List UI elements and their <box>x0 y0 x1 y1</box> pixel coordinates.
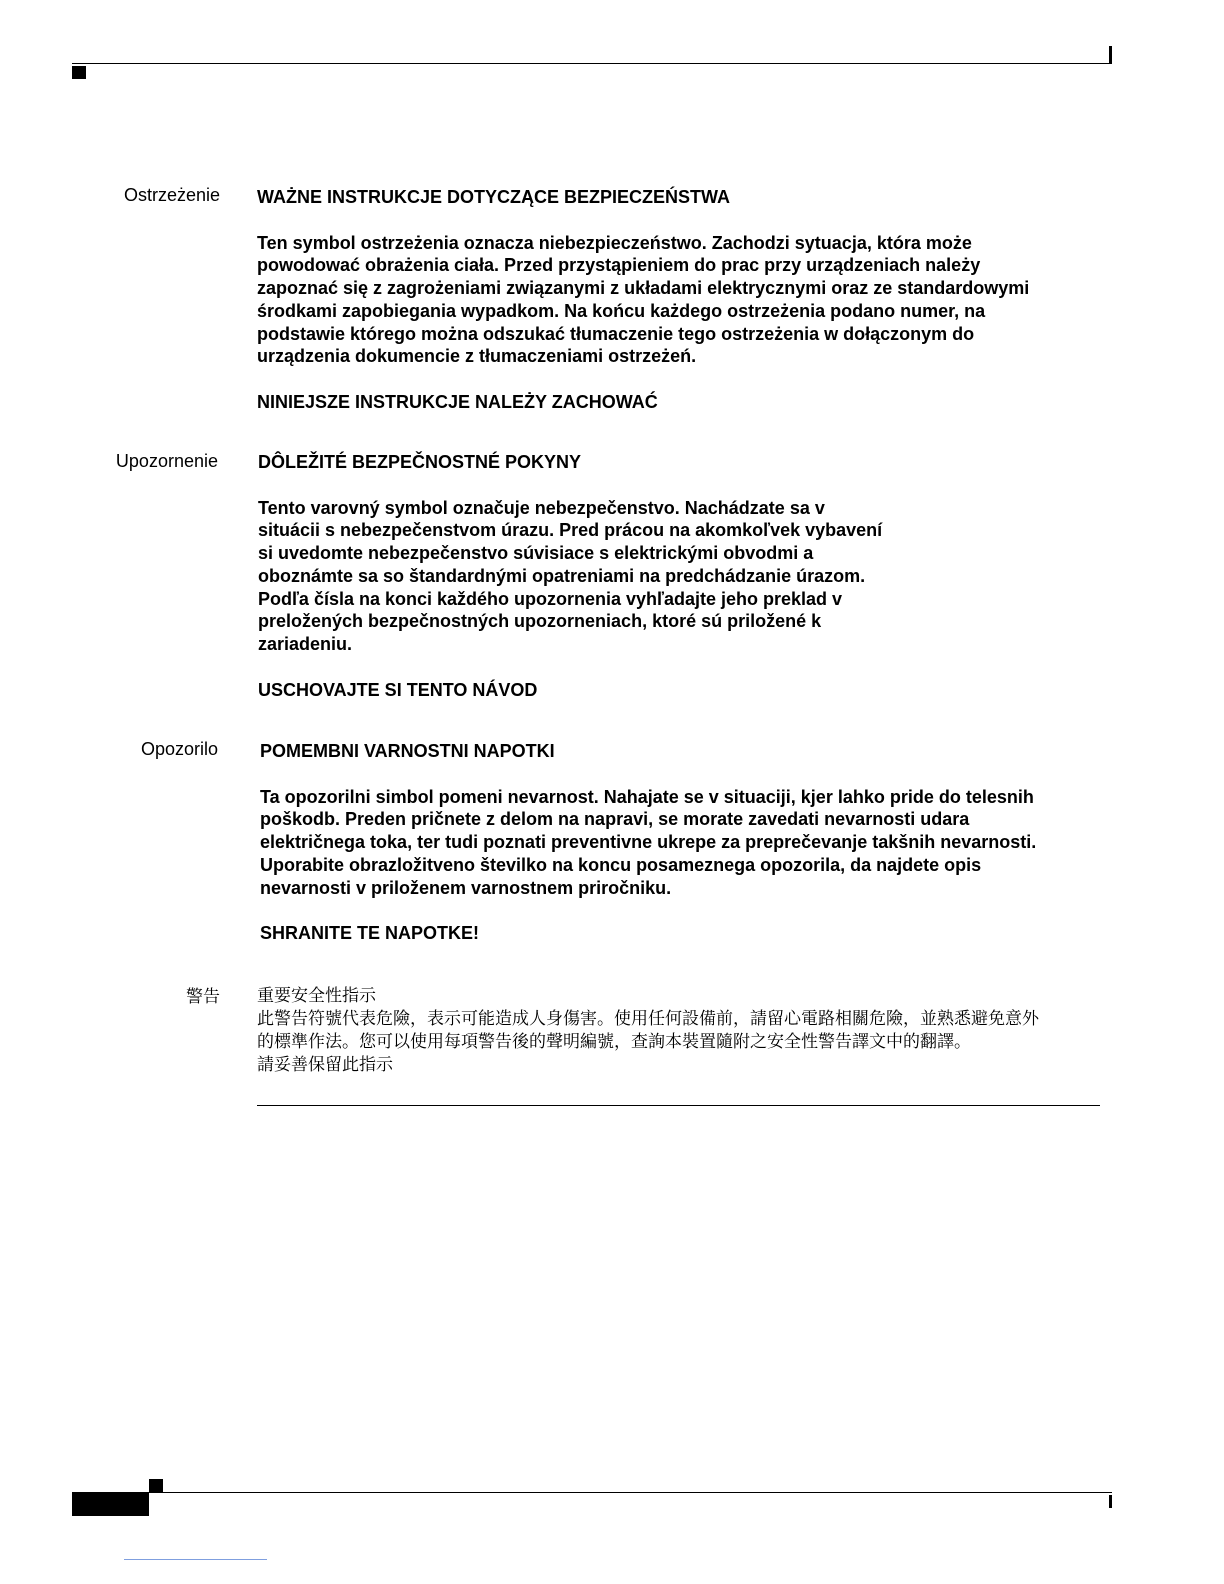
warning-closing-polish: NINIEJSZE INSTRUKCJE NALEŻY ZACHOWAĆ <box>257 391 658 412</box>
footer-rule <box>72 1492 1112 1493</box>
warning-text-slovenian <box>260 786 1036 900</box>
header-tick-mark <box>1109 46 1112 64</box>
header-rule <box>72 63 1112 64</box>
warning-line: Uporabite obrazložitveno številko na koncu posameznega opozorila, da najdete opis <box>260 854 982 875</box>
section-end-rule <box>257 1105 1100 1106</box>
warning-line: si uvedomte nebezpečenstvo súvisiace s elektrickými obvodmi a <box>258 543 814 564</box>
warning-line: situácii s nebezpečenstvom úrazu. Pred prácou na akomkoľvek vybavení <box>258 520 883 541</box>
warning-line: urządzenia dokumencie z tłumaczeniami ostrzeżeń. <box>257 346 697 367</box>
warning-body-polish <box>257 186 1029 414</box>
warning-line: zapoznać się z zagrożeniami związanymi z układami elektrycznymi oraz ze standardowymi <box>257 278 1030 299</box>
warning-line: nevarnosti v priloženem varnostnem priročniku. <box>260 877 672 898</box>
warning-line: Podľa čísla na konci každého upozornenia vyhľadajte jeho preklad v <box>258 588 843 609</box>
warning-line: 的標準作法。您可以使用每項警告後的聲明編號，查詢本裝置隨附之安全性警告譯文中的翻譯。 <box>257 1032 971 1052</box>
warning-body-slovenian <box>260 740 1036 945</box>
footer-link-underline[interactable] <box>124 1559 267 1560</box>
warning-line: Ten symbol ostrzeżenia oznacza niebezpieczeństwo. Zachodzi sytuacja, która może <box>257 232 972 253</box>
footer-tick-mark <box>1109 1495 1112 1508</box>
warning-line: oboznámte sa so štandardnými opatreniami na predchádzanie úrazom. <box>258 565 866 586</box>
warning-body-slovak <box>258 451 882 701</box>
warning-text-slovak <box>258 497 882 656</box>
footer-black-tab <box>72 1493 149 1516</box>
footer-square-marker <box>149 1479 163 1492</box>
warning-line: podstawie którego można odszukać tłumaczenie tego ostrzeżenia w dołączonym do <box>257 323 975 344</box>
warning-line: električnega toka, ter tudi poznati preventivne ukrepe za preprečevanje takšnih nevarnosti. <box>260 832 1037 853</box>
warning-label-polish: Ostrzeżenie <box>123 185 220 205</box>
warning-line: środkami zapobiegania wypadkom. Na końcu każdego ostrzeżenia podano numer, na <box>257 300 986 321</box>
warning-line: 此警告符號代表危險，表示可能造成人身傷害。使用任何設備前，請留心電路相關危險，並熟悉避免意外 <box>257 1009 1039 1029</box>
warning-heading-slovak: DÔLEŽITÉ BEZPEČNOSTNÉ POKYNY <box>258 452 582 472</box>
header-square-marker <box>72 66 86 79</box>
warning-label-slovak: Upozornenie <box>115 451 218 471</box>
warning-label-slovenian: Opozorilo <box>140 739 218 759</box>
warning-line: poškodb. Preden pričnete z delom na napravi, se morate zavedati nevarnosti udara <box>260 809 970 830</box>
warning-line: preložených bezpečnostných upozorneniach, ktoré sú priložené k <box>258 611 822 632</box>
warning-closing-slovak: USCHOVAJTE SI TENTO NÁVOD <box>258 679 538 700</box>
warning-closing-chinese: 請妥善保留此指示 <box>257 1055 393 1075</box>
warning-line: zariadeniu. <box>258 633 353 654</box>
warning-line: Ta opozorilni simbol pomeni nevarnost. Nahajate se v situaciji, kjer lahko pride do telesnih <box>260 786 1034 807</box>
warning-heading-slovenian: POMEMBNI VARNOSTNI NAPOTKI <box>260 741 555 761</box>
warning-line: Tento varovný symbol označuje nebezpečenstvo. Nachádzate sa v <box>258 497 825 518</box>
warning-heading-polish: WAŻNE INSTRUKCJE DOTYCZĄCE BEZPIECZEŃSTWA <box>257 187 731 207</box>
warning-body-chinese <box>257 985 1039 1077</box>
warning-closing-slovenian: SHRANITE TE NAPOTKE! <box>260 923 480 944</box>
warning-heading-chinese: 重要安全性指示 <box>257 986 376 1006</box>
warning-text-polish <box>257 232 1029 368</box>
warning-line: powodować obrażenia ciała. Przed przystąpieniem do prac przy urządzeniach należy <box>257 255 981 276</box>
warning-label-chinese: 警告 <box>186 987 220 1007</box>
